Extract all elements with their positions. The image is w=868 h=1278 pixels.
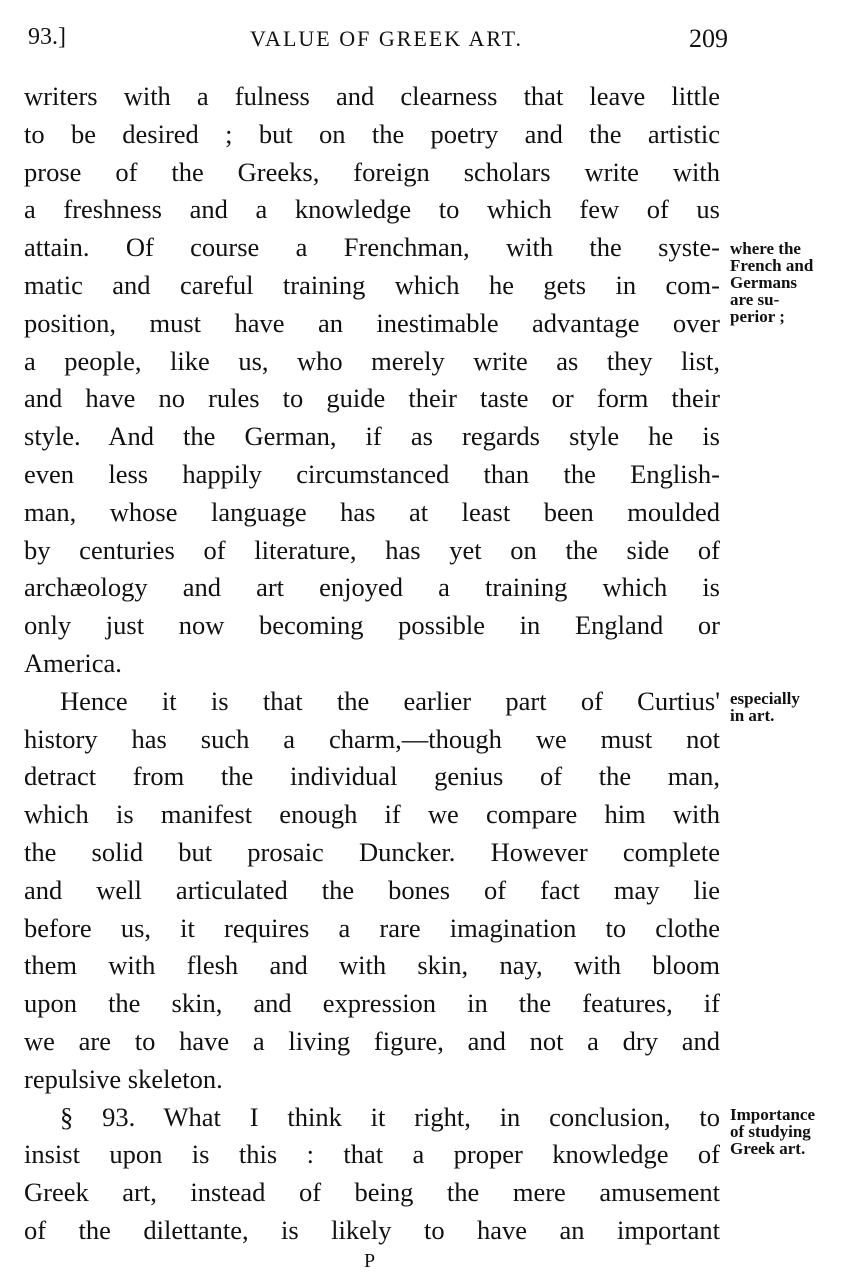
margin-note-line: in art. [730, 706, 775, 725]
text-line: we are to have a living figure, and not a dry and [24, 1025, 720, 1056]
margin-note-line: French and [730, 256, 814, 275]
text-line: insist upon is this : that a proper knowledge of [24, 1139, 720, 1170]
text-line: the solid but prosaic Duncker. However complete [24, 836, 720, 867]
text-line: a people, like us, who merely write as they list, [24, 345, 720, 376]
margin-note-line: Germans [730, 273, 798, 292]
body-text [24, 78, 720, 1250]
margin-note [730, 1106, 815, 1157]
text-line: before us, it requires a rare imagination to clothe [24, 912, 720, 943]
text-line: Hence it is that the earlier part of Curtius' [60, 685, 720, 716]
margin-note-line: where the [730, 239, 801, 258]
text-line: writers with a fulness and clearness that leave little [24, 81, 720, 111]
text-line: and have no rules to guide their taste or form their [24, 383, 720, 414]
margin-note-line: Greek art. [730, 1139, 806, 1158]
text-line: which is manifest enough if we compare him with [24, 799, 720, 830]
margin-note-line: perior ; [730, 307, 785, 326]
text-line: archæology and art enjoyed a training which is [24, 572, 720, 603]
margin-note [730, 690, 800, 724]
text-line: them with flesh and with skin, nay, with bloom [24, 950, 720, 981]
text-line: upon the skin, and expression in the features, if [24, 988, 720, 1019]
text-line: Greek art, instead of being the mere amusement [24, 1177, 720, 1208]
text-line: history has such a charm,—though we must not [24, 723, 720, 754]
text-line: style. And the German, if as regards style he is [24, 421, 720, 452]
running-header [28, 20, 728, 56]
margin-note-line: of studying [730, 1122, 811, 1141]
text-line: prose of the Greeks, foreign scholars write with [24, 156, 720, 187]
text-line: even less happily circumstanced than the English- [24, 458, 720, 489]
signature-mark: P [364, 1250, 376, 1272]
margin-note [730, 240, 813, 325]
text-line: a freshness and a knowledge to which few of us [24, 194, 720, 225]
section-number: 93.] [28, 24, 66, 50]
text-line: to be desired ; but on the poetry and the artistic [24, 118, 720, 149]
text-line: and well articulated the bones of fact may lie [24, 874, 720, 905]
running-title: VALUE OF GREEK ART. [250, 26, 523, 51]
margin-note-line: Importance [730, 1105, 815, 1124]
text-line: only just now becoming possible in England or [24, 610, 720, 641]
page-number: 209 [689, 24, 728, 53]
text-line: detract from the individual genius of the man, [24, 761, 720, 792]
text-line: America. [24, 647, 122, 678]
text-line: man, whose language has at least been moulded [24, 496, 720, 527]
text-line: of the dilettante, is likely to have an important [24, 1214, 720, 1245]
margin-note-line: are su- [730, 290, 780, 309]
text-line: by centuries of literature, has yet on the side of [24, 534, 720, 565]
text-line: position, must have an inestimable advantage over [24, 307, 720, 338]
text-line: attain. Of course a Frenchman, with the syste- [24, 232, 720, 263]
text-line: matic and careful training which he gets in com- [24, 269, 720, 300]
text-line: § 93. What I think it right, in conclusion, to [60, 1101, 720, 1132]
text-line: repulsive skeleton. [24, 1063, 223, 1094]
margin-note-line: especially [730, 689, 800, 708]
